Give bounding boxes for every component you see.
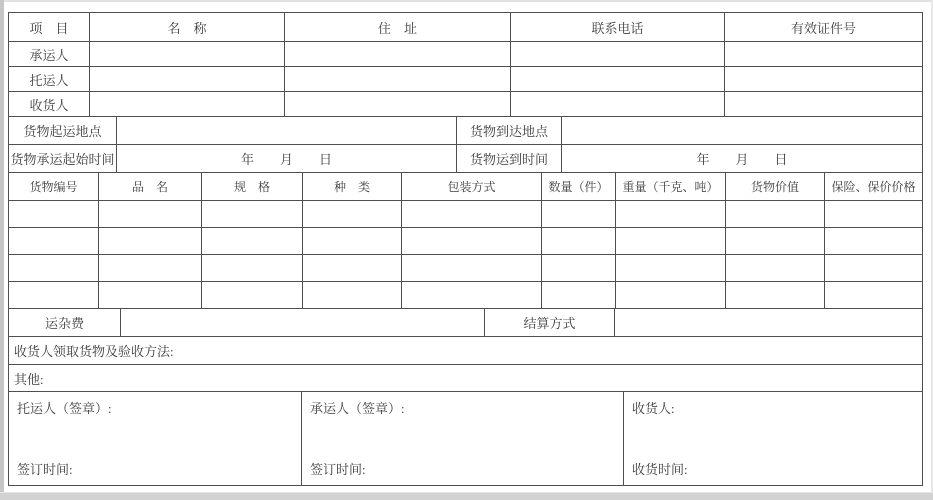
goods-header-item: 品 名 <box>98 173 201 200</box>
goods-header-insurance: 保险、保价价格 <box>824 173 922 200</box>
carrier-id-cell <box>724 42 922 66</box>
start-time-label: 货物承运起始时间 <box>10 152 115 167</box>
charges-row <box>9 308 922 336</box>
freight-charge-value-cell <box>120 309 484 336</box>
receipt-method-row <box>9 336 922 364</box>
goods-header-packing: 包装方式 <box>401 173 541 200</box>
carrier-address-cell <box>284 42 510 66</box>
settlement-value-cell <box>614 309 922 336</box>
goods-empty-row <box>9 281 922 308</box>
goods-empty-cell <box>98 282 201 308</box>
other-label: 其他: <box>14 371 44 387</box>
party-header-row <box>9 13 922 41</box>
goods-empty-cell <box>725 255 824 281</box>
goods-empty-cell <box>824 282 922 308</box>
goods-empty-cell <box>9 228 98 254</box>
consignee-row <box>9 91 922 116</box>
carrier-row <box>9 41 922 66</box>
shipper-sign-date-label: 签订时间: <box>17 462 73 477</box>
goods-empty-cell <box>302 201 401 227</box>
goods-empty-cell <box>401 282 541 308</box>
arrival-value-cell <box>561 117 922 144</box>
goods-empty-cell <box>9 282 98 308</box>
carrier-label: 承运人 <box>29 47 69 63</box>
goods-empty-row <box>9 227 922 254</box>
settlement-label: 结算方式 <box>484 309 614 336</box>
goods-header-row <box>9 172 922 200</box>
goods-empty-cell <box>401 255 541 281</box>
goods-empty-cell <box>98 201 201 227</box>
shipper-name-cell <box>89 67 284 91</box>
origin-label: 货物起运地点 <box>23 124 102 139</box>
goods-empty-cell <box>541 255 615 281</box>
origin-value-cell <box>116 117 456 144</box>
consignee-address-cell <box>284 92 510 116</box>
goods-empty-cell <box>98 255 201 281</box>
page-edge-bottom <box>0 492 933 500</box>
goods-header-weight: 重量（千克、吨） <box>615 173 725 200</box>
goods-empty-cell <box>615 201 725 227</box>
freight-contract-table <box>8 12 923 486</box>
receipt-method-label: 收货人领取货物及验收方法: <box>14 344 174 359</box>
header-id: 有效证件号 <box>724 13 922 41</box>
goods-empty-cell <box>615 228 725 254</box>
consignee-label: 收货人 <box>29 97 69 113</box>
goods-empty-cell <box>824 201 922 227</box>
consignee-name-cell <box>89 92 284 116</box>
carrier-name-cell <box>89 42 284 66</box>
route-time-row <box>9 144 922 172</box>
goods-empty-cell <box>9 255 98 281</box>
goods-empty-row <box>9 200 922 227</box>
goods-empty-cell <box>98 228 201 254</box>
route-place-row <box>9 116 922 144</box>
start-time-date: 年 月 日 <box>116 145 456 172</box>
goods-empty-cell <box>541 282 615 308</box>
goods-header-quantity: 数量（件） <box>541 173 615 200</box>
goods-empty-cell <box>541 201 615 227</box>
shipper-address-cell <box>284 67 510 91</box>
goods-header-type: 种 类 <box>302 173 401 200</box>
delivery-time-date: 年 月 日 <box>561 145 922 172</box>
goods-empty-cell <box>401 201 541 227</box>
consignee-phone-cell <box>510 92 724 116</box>
header-address: 住 址 <box>284 13 510 41</box>
goods-empty-cell <box>615 282 725 308</box>
consignee-id-cell <box>724 92 922 116</box>
carrier-sign-date-label: 签订时间: <box>310 462 366 477</box>
carrier-signature-cell <box>301 392 623 485</box>
header-name: 名 称 <box>89 13 284 41</box>
goods-empty-cell <box>725 201 824 227</box>
signature-row <box>9 391 922 485</box>
goods-empty-cell <box>541 228 615 254</box>
header-phone: 联系电话 <box>510 13 724 41</box>
goods-empty-row <box>9 254 922 281</box>
goods-empty-cell <box>9 201 98 227</box>
page-edge-top <box>0 0 933 2</box>
goods-empty-cell <box>201 201 302 227</box>
shipper-phone-cell <box>510 67 724 91</box>
goods-empty-cell <box>725 228 824 254</box>
goods-empty-cell <box>824 228 922 254</box>
goods-empty-cell <box>401 228 541 254</box>
delivery-time-label: 货物运到时间 <box>456 145 561 172</box>
receipt-date-label: 收货时间: <box>632 462 688 477</box>
shipper-signature-cell <box>9 392 301 485</box>
goods-empty-cell <box>824 255 922 281</box>
goods-empty-cell <box>201 228 302 254</box>
goods-empty-cell <box>615 255 725 281</box>
page-edge-left <box>0 0 4 500</box>
other-row <box>9 364 922 391</box>
goods-header-value: 货物价值 <box>725 173 824 200</box>
consignee-signature-label: 收货人: <box>632 401 675 416</box>
goods-empty-cell <box>302 282 401 308</box>
shipper-label: 托运人 <box>29 72 69 88</box>
arrival-label: 货物到达地点 <box>456 117 561 144</box>
shipper-row <box>9 66 922 91</box>
goods-empty-cell <box>201 282 302 308</box>
goods-empty-cell <box>725 282 824 308</box>
consignee-signature-cell <box>623 392 922 485</box>
goods-empty-cell <box>302 228 401 254</box>
goods-header-number: 货物编号 <box>29 180 78 194</box>
goods-header-spec: 规 格 <box>201 173 302 200</box>
shipper-signature-label: 托运人（签章）: <box>17 401 112 416</box>
carrier-signature-label: 承运人（签章）: <box>310 401 405 416</box>
shipper-id-cell <box>724 67 922 91</box>
goods-empty-cell <box>302 255 401 281</box>
header-item: 项 目 <box>29 20 69 36</box>
goods-empty-cell <box>201 255 302 281</box>
carrier-phone-cell <box>510 42 724 66</box>
freight-charge-label: 运杂费 <box>44 316 84 331</box>
